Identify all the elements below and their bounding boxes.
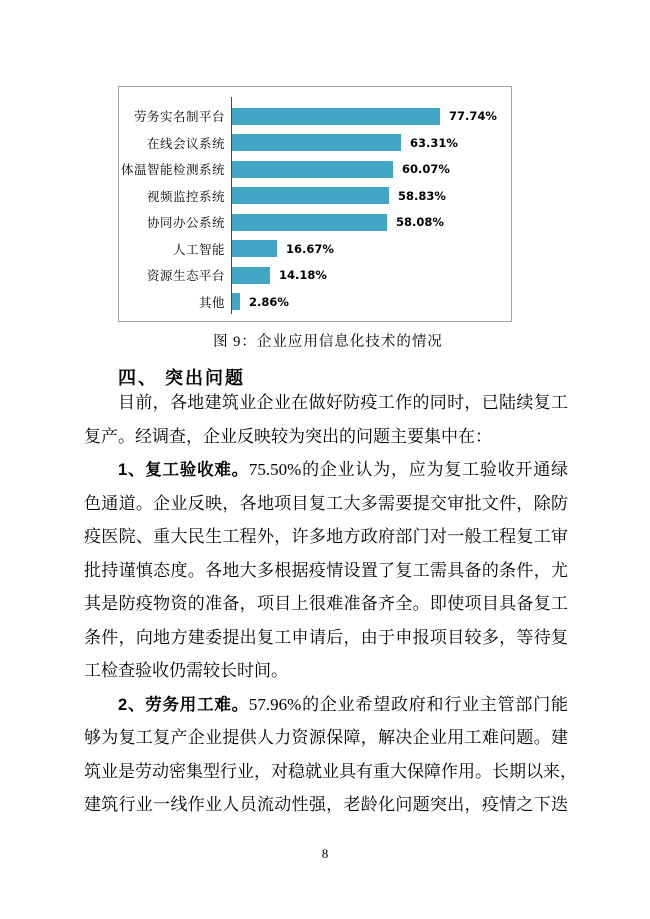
text-run: 色通道。企业反映，各地项目复工大多需要提交审批文件，除防 bbox=[84, 493, 568, 513]
chart-value-label: 16.67% bbox=[286, 241, 334, 256]
chart-bar bbox=[232, 187, 389, 204]
bar-chart-figure-9 bbox=[118, 86, 512, 322]
text-line bbox=[84, 621, 568, 655]
chart-bar-area bbox=[232, 209, 444, 236]
paragraph bbox=[84, 386, 568, 453]
chart-category-label: 协同办公系统 bbox=[146, 216, 225, 231]
text-line bbox=[84, 520, 568, 554]
text-run: 疫医院、重大民生工程外，许多地方政府部门对一般工程复工审 bbox=[84, 527, 568, 546]
chart-bar-area bbox=[232, 183, 446, 210]
section-heading: 四、 突出问题 bbox=[118, 368, 246, 388]
text-line bbox=[84, 755, 577, 789]
chart-row bbox=[119, 183, 511, 210]
chart-bar-area bbox=[232, 130, 458, 157]
chart-category-label: 体温智能检测系统 bbox=[120, 163, 225, 178]
text-line bbox=[84, 554, 568, 588]
chart-row bbox=[119, 236, 511, 263]
chart-row bbox=[119, 289, 511, 316]
chart-row bbox=[119, 209, 511, 236]
chart-bar bbox=[232, 161, 393, 178]
chart-bar-area bbox=[232, 262, 327, 289]
text-line bbox=[84, 487, 568, 521]
chart-value-label: 58.08% bbox=[396, 215, 444, 230]
page-number: 8 bbox=[321, 846, 329, 861]
chart-bar-area bbox=[232, 156, 450, 183]
chart-row bbox=[119, 130, 511, 157]
chart-value-label: 2.86% bbox=[249, 294, 289, 309]
text-run: 复产。经调查，企业反映较为突出的问题主要集中在： bbox=[84, 426, 492, 446]
text-run: 条件，向地方建委提出复工申请后，由于申报项目较多，等待复 bbox=[84, 627, 568, 647]
chart-category-label: 劳务实名制平台 bbox=[133, 110, 225, 125]
chart-bar-area bbox=[232, 289, 289, 316]
text-line bbox=[84, 453, 568, 487]
text-run: 筑业是劳动密集型行业，对稳就业具有重大保障作用。长期以来， bbox=[84, 761, 577, 781]
text-run: 75.50%的企业认为，应为复工验收开通绿 bbox=[248, 460, 568, 479]
chart-row bbox=[119, 103, 511, 130]
chart-value-label: 58.83% bbox=[398, 188, 446, 203]
chart-bar bbox=[232, 108, 440, 125]
text-run: 57.96%的企业希望政府和行业主管部门能 bbox=[248, 694, 568, 714]
chart-bar bbox=[232, 240, 277, 257]
chart-value-label: 14.18% bbox=[279, 268, 327, 283]
text-line bbox=[84, 386, 568, 420]
chart-value-label: 77.74% bbox=[449, 109, 497, 124]
text-run: 工检查验收仍需较长时间。 bbox=[84, 661, 288, 680]
chart-row bbox=[119, 262, 511, 289]
chart-value-label: 60.07% bbox=[402, 162, 450, 177]
chart-bar bbox=[232, 267, 270, 284]
chart-bar-area bbox=[232, 103, 497, 130]
chart-bar bbox=[232, 214, 387, 231]
chart-rows bbox=[119, 103, 511, 315]
chart-row bbox=[119, 156, 511, 183]
figure-caption: 图 9：企业应用信息化技术的情况 bbox=[213, 334, 443, 350]
text-run: 其是防疫物资的准备，项目上很难准备齐全。即使项目具备复工 bbox=[84, 594, 568, 613]
text-line bbox=[84, 420, 568, 454]
text-line bbox=[84, 587, 568, 621]
body-text bbox=[84, 386, 577, 822]
text-line bbox=[84, 788, 568, 822]
chart-bar bbox=[232, 134, 401, 151]
text-run: 够为复工复产企业提供人力资源保障，解决企业用工难问题。建 bbox=[84, 728, 568, 747]
text-line bbox=[84, 654, 568, 688]
chart-category-label: 人工智能 bbox=[172, 242, 225, 257]
text-run: 批持谨慎态度。各地大多根据疫情设置了复工需具备的条件，尤 bbox=[84, 560, 568, 580]
bold-text-run: 2、劳务用工难。 bbox=[118, 695, 249, 714]
chart-bar-area bbox=[232, 236, 334, 263]
paragraph bbox=[84, 453, 568, 688]
chart-category-label: 在线会议系统 bbox=[146, 136, 225, 151]
chart-bar bbox=[232, 293, 240, 310]
chart-category-label: 其他 bbox=[198, 295, 225, 310]
text-run: 建筑行业一线作业人员流动性强，老龄化问题突出，疫情之下迭 bbox=[84, 795, 568, 814]
chart-value-label: 63.31% bbox=[410, 135, 458, 150]
text-run: 目前，各地建筑业企业在做好防疫工作的同时，已陆续复工 bbox=[118, 393, 568, 412]
text-line bbox=[84, 688, 568, 722]
text-line bbox=[84, 721, 568, 755]
bold-text-run: 1、复工验收难。 bbox=[118, 461, 249, 479]
paragraph bbox=[84, 688, 577, 822]
chart-category-label: 资源生态平台 bbox=[146, 269, 225, 284]
chart-category-label: 视频监控系统 bbox=[146, 189, 225, 204]
